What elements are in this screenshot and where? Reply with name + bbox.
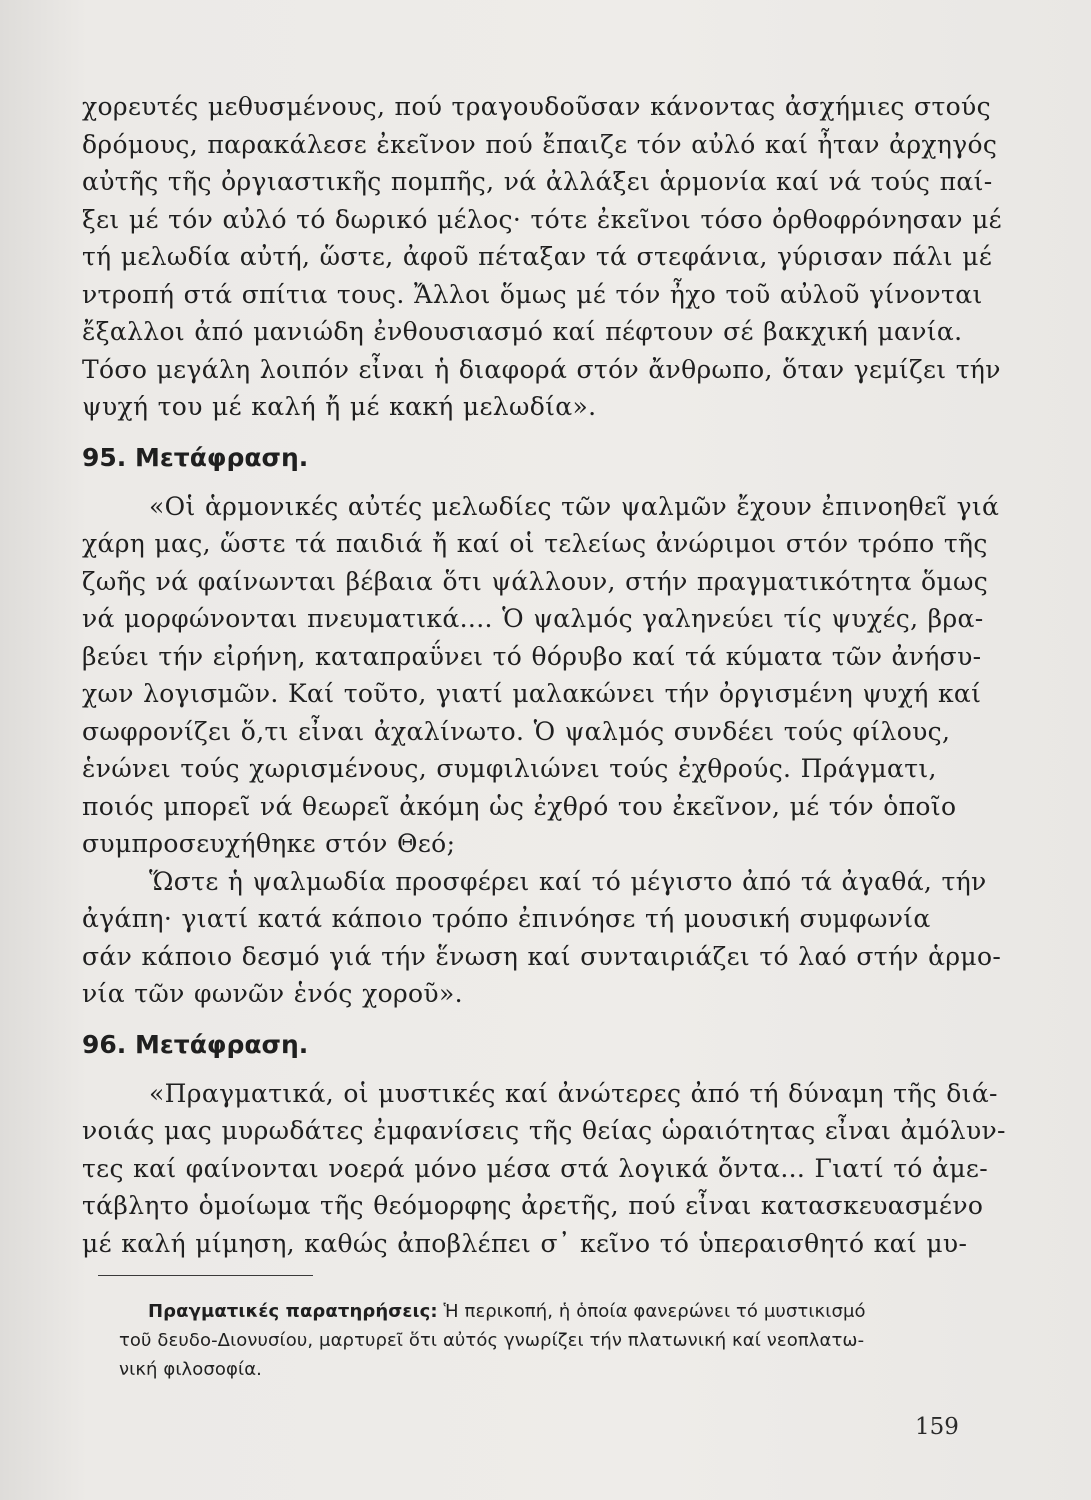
page-number: 159 — [915, 1414, 959, 1440]
text-line: ποιός μπορεῖ νά θεωρεῖ ἀκόμη ὡς ἐχθρό του ἐκεῖνον, μέ τόν ὁποῖο — [82, 791, 957, 821]
footnote-line — [148, 1297, 978, 1326]
text-line: «Οἱ ἁρμονικές αὐτές μελωδίες τῶν ψαλμῶν ἔχουν ἐπινοηθεῖ γιά — [149, 491, 1000, 521]
footnote — [119, 1297, 978, 1384]
text-line: νά μορφώνονται πνευματικά.... Ὁ ψαλμός γαληνεύει τίς ψυχές, βρα- — [82, 604, 984, 633]
section-heading-95: 95. Μετάφραση. — [82, 442, 309, 472]
text-line: ψυχή του μέ καλή ἤ μέ κακή μελωδία». — [82, 392, 597, 421]
text-line: ζωῆς νά φαίνωνται βέβαια ὅτι ψάλλουν, στήν πραγματικότητα ὅμως — [82, 566, 989, 596]
text-line: χων λογισμῶν. Καί τοῦτο, γιατί μαλακώνει τήν ὀργισμένη ψυχή καί — [82, 679, 982, 708]
text-line: «Πραγματικά, οἱ μυστικές καί ἀνώτερες ἀπό τή δύναμη τῆς διά- — [149, 1078, 998, 1108]
text-line: ἑνώνει τούς χωρισμένους, συμφιλιώνει τούς ἐχθρούς. Πράγματι, — [82, 754, 937, 783]
text-line: τες καί φαίνονται νοερά μόνο μέσα στά λογικά ὄντα... Γιατί τό ἀμε- — [82, 1153, 989, 1183]
footnote-line: τοῦ δευδο-Διονυσίου, μαρτυρεῖ ὅτι αὐτός γνωρίζει τήν πλατωνική καί νεοπλατω- — [119, 1330, 865, 1351]
main-text — [82, 88, 1006, 1262]
section-95-body — [82, 488, 1002, 1013]
text-line: σάν κάποιο δεσμό γιά τήν ἕνωση καί συνταιριάζει τό λαό στήν ἁρμο- — [82, 941, 1002, 971]
text-line: Τόσο μεγάλη λοιπόν εἶναι ἡ διαφορά στόν ἄνθρωπο, ὅταν γεμίζει τήν — [82, 354, 1001, 384]
text-line: ξει μέ τόν αὐλό τό δωρικό μέλος· τότε ἐκεῖνοι τόσο ὀρθοφρόνησαν μέ — [82, 204, 1002, 234]
text-line: μέ καλή μίμηση, καθώς ἀποβλέπει σ᾿ κεῖνο τό ὑπεραισθητό καί μυ- — [82, 1228, 968, 1258]
text-line: ἔξαλλοι ἀπό μανιώδη ἐνθουσιασμό καί πέφτουν σέ βακχική μανία. — [82, 317, 963, 346]
text-line: νοιάς μας μυρωδάτες ἐμφανίσεις τῆς θείας ὡραιότητας εἶναι ἀμόλυν- — [82, 1116, 1006, 1145]
text-line: ἀγάπη· γιατί κατά κάποιο τρόπο ἐπινόησε τή μουσική συμφωνία — [82, 904, 931, 933]
text-line: σωφρονίζει ὅ,τι εἶναι ἀχαλίνωτο. Ὁ ψαλμός συνδέει τούς φίλους, — [82, 716, 951, 746]
text-line: αὐτῆς τῆς ὀργιαστικῆς πομπῆς, νά ἀλλάξει ἁρμονία καί νά τούς παί- — [82, 167, 993, 196]
section-96-body — [82, 1075, 1006, 1263]
paragraph-continued — [82, 88, 1002, 426]
text-line: χορευτές μεθυσμένους, πού τραγουδοῦσαν κάνοντας ἀσχήμιες στούς — [82, 92, 991, 121]
text-line: χάρη μας, ὥστε τά παιδιά ἤ καί οἱ τελείως ἀνώριμοι στόν τρόπο τῆς — [82, 529, 988, 558]
text-line: τή μελωδία αὐτή, ὥστε, ἀφοῦ πέταξαν τά στεφάνια, γύρισαν πάλι μέ — [82, 242, 993, 271]
text-line: Ὥστε ἡ ψαλμωδία προσφέρει καί τό μέγιστο ἀπό τά ἀγαθά, τήν — [149, 866, 987, 896]
footnote-separator — [98, 1275, 313, 1276]
section-heading-96: 96. Μετάφραση. — [82, 1029, 309, 1059]
footnote-line: νική φιλοσοφία. — [119, 1359, 262, 1380]
text-line: νία τῶν φωνῶν ἑνός χοροῦ». — [82, 979, 463, 1008]
text-line: συμπροσευχήθηκε στόν Θεό; — [82, 829, 456, 858]
text-line: ντροπή στά σπίτια τους. Ἄλλοι ὅμως μέ τόν ἦχο τοῦ αὐλοῦ γίνονται — [82, 279, 983, 309]
text-line: τάβλητο ὁμοίωμα τῆς θεόμορφης ἀρετῆς, πού εἶναι κατασκευασμένο — [82, 1191, 984, 1220]
footnote-label: Πραγματικές παρατηρήσεις: — [148, 1301, 438, 1322]
text-line: δρόμους, παρακάλεσε ἐκεῖνον πού ἔπαιζε τόν αὐλό καί ἦταν ἀρχηγός — [82, 129, 998, 159]
text-line: βεύει τήν εἰρήνη, καταπραΰνει τό θόρυβο καί τά κύματα τῶν ἀνήσυ- — [82, 641, 982, 671]
footnote-text: Ἡ περικοπή, ἡ ὁποία φανερώνει τό μυστικισμό — [443, 1301, 866, 1322]
